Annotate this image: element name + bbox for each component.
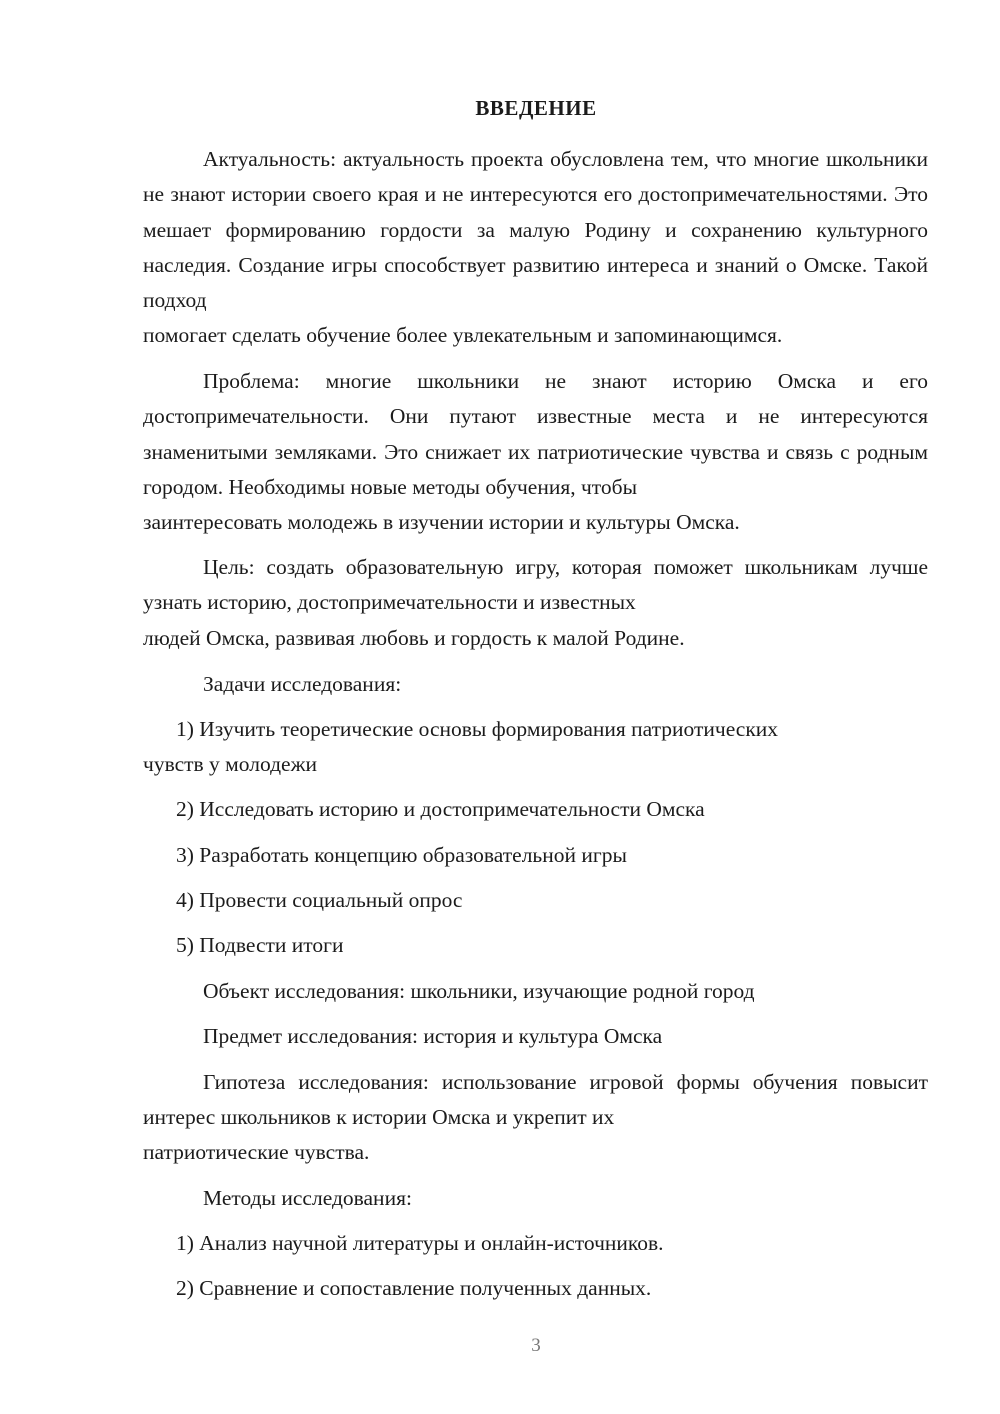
task-item-4: 4) Провести социальный опрос <box>176 888 463 912</box>
task-item-2: 2) Исследовать историю и достопримечательности Омска <box>176 797 705 821</box>
page-number: 3 <box>531 1335 541 1356</box>
method-item-1: 1) Анализ научной литературы и онлайн-источников. <box>176 1231 664 1255</box>
page-title: ВВЕДЕНИЕ <box>475 96 597 120</box>
problem-paragraph: Проблема: многие школьники не знают историю Омска и его достопримечательности. Они путают известные места и не интересуются знаменитыми земляками. Это снижает их патриотические чувства и связь с родным городом. Необходимы новые методы обучения, чтобы <box>143 369 928 499</box>
research-object: Объект исследования: школьники, изучающие родной город <box>203 979 755 1003</box>
task-item-3: 3) Разработать концепцию образовательной игры <box>176 843 627 867</box>
methods-title: Методы исследования: <box>203 1186 412 1210</box>
hypothesis-paragraph: Гипотеза исследования: использование игровой формы обучения повысит интерес школьников к истории Омска и укрепит их <box>143 1070 928 1130</box>
hypothesis-last-line: патриотические чувства. <box>143 1140 370 1164</box>
goal-last-line: людей Омска, развивая любовь и гордость к малой Родине. <box>143 626 685 650</box>
task-item-1-cont: чувств у молодежи <box>143 752 317 776</box>
task-item-1: 1) Изучить теоретические основы формирования патриотических <box>176 717 779 741</box>
problem-last-line: заинтересовать молодежь в изучении истории и культуры Омска. <box>143 510 740 534</box>
actuality-last-line: помогает сделать обучение более увлекательным и запоминающимся. <box>143 323 783 347</box>
actuality-paragraph <box>143 142 928 318</box>
tasks-title: Задачи исследования: <box>203 672 402 696</box>
method-item-2: 2) Сравнение и сопоставление полученных данных. <box>176 1276 652 1300</box>
goal-paragraph: Цель: создать образовательную игру, которая поможет школьникам лучше узнать историю, достопримечательности и известных <box>143 555 928 615</box>
research-subject: Предмет исследования: история и культура Омска <box>203 1024 663 1048</box>
task-item-5: 5) Подвести итоги <box>176 933 344 957</box>
actuality-text: Актуальность: актуальность проекта обусловлена тем, что многие школьники не знают истории своего края и не интересуются его достопримечательностями. Это мешает формированию гордости за малую Родину и сохранению культурного наследия. Создание игры способствует развитию интереса и знаний о Омске. Такой подход <box>143 147 928 313</box>
